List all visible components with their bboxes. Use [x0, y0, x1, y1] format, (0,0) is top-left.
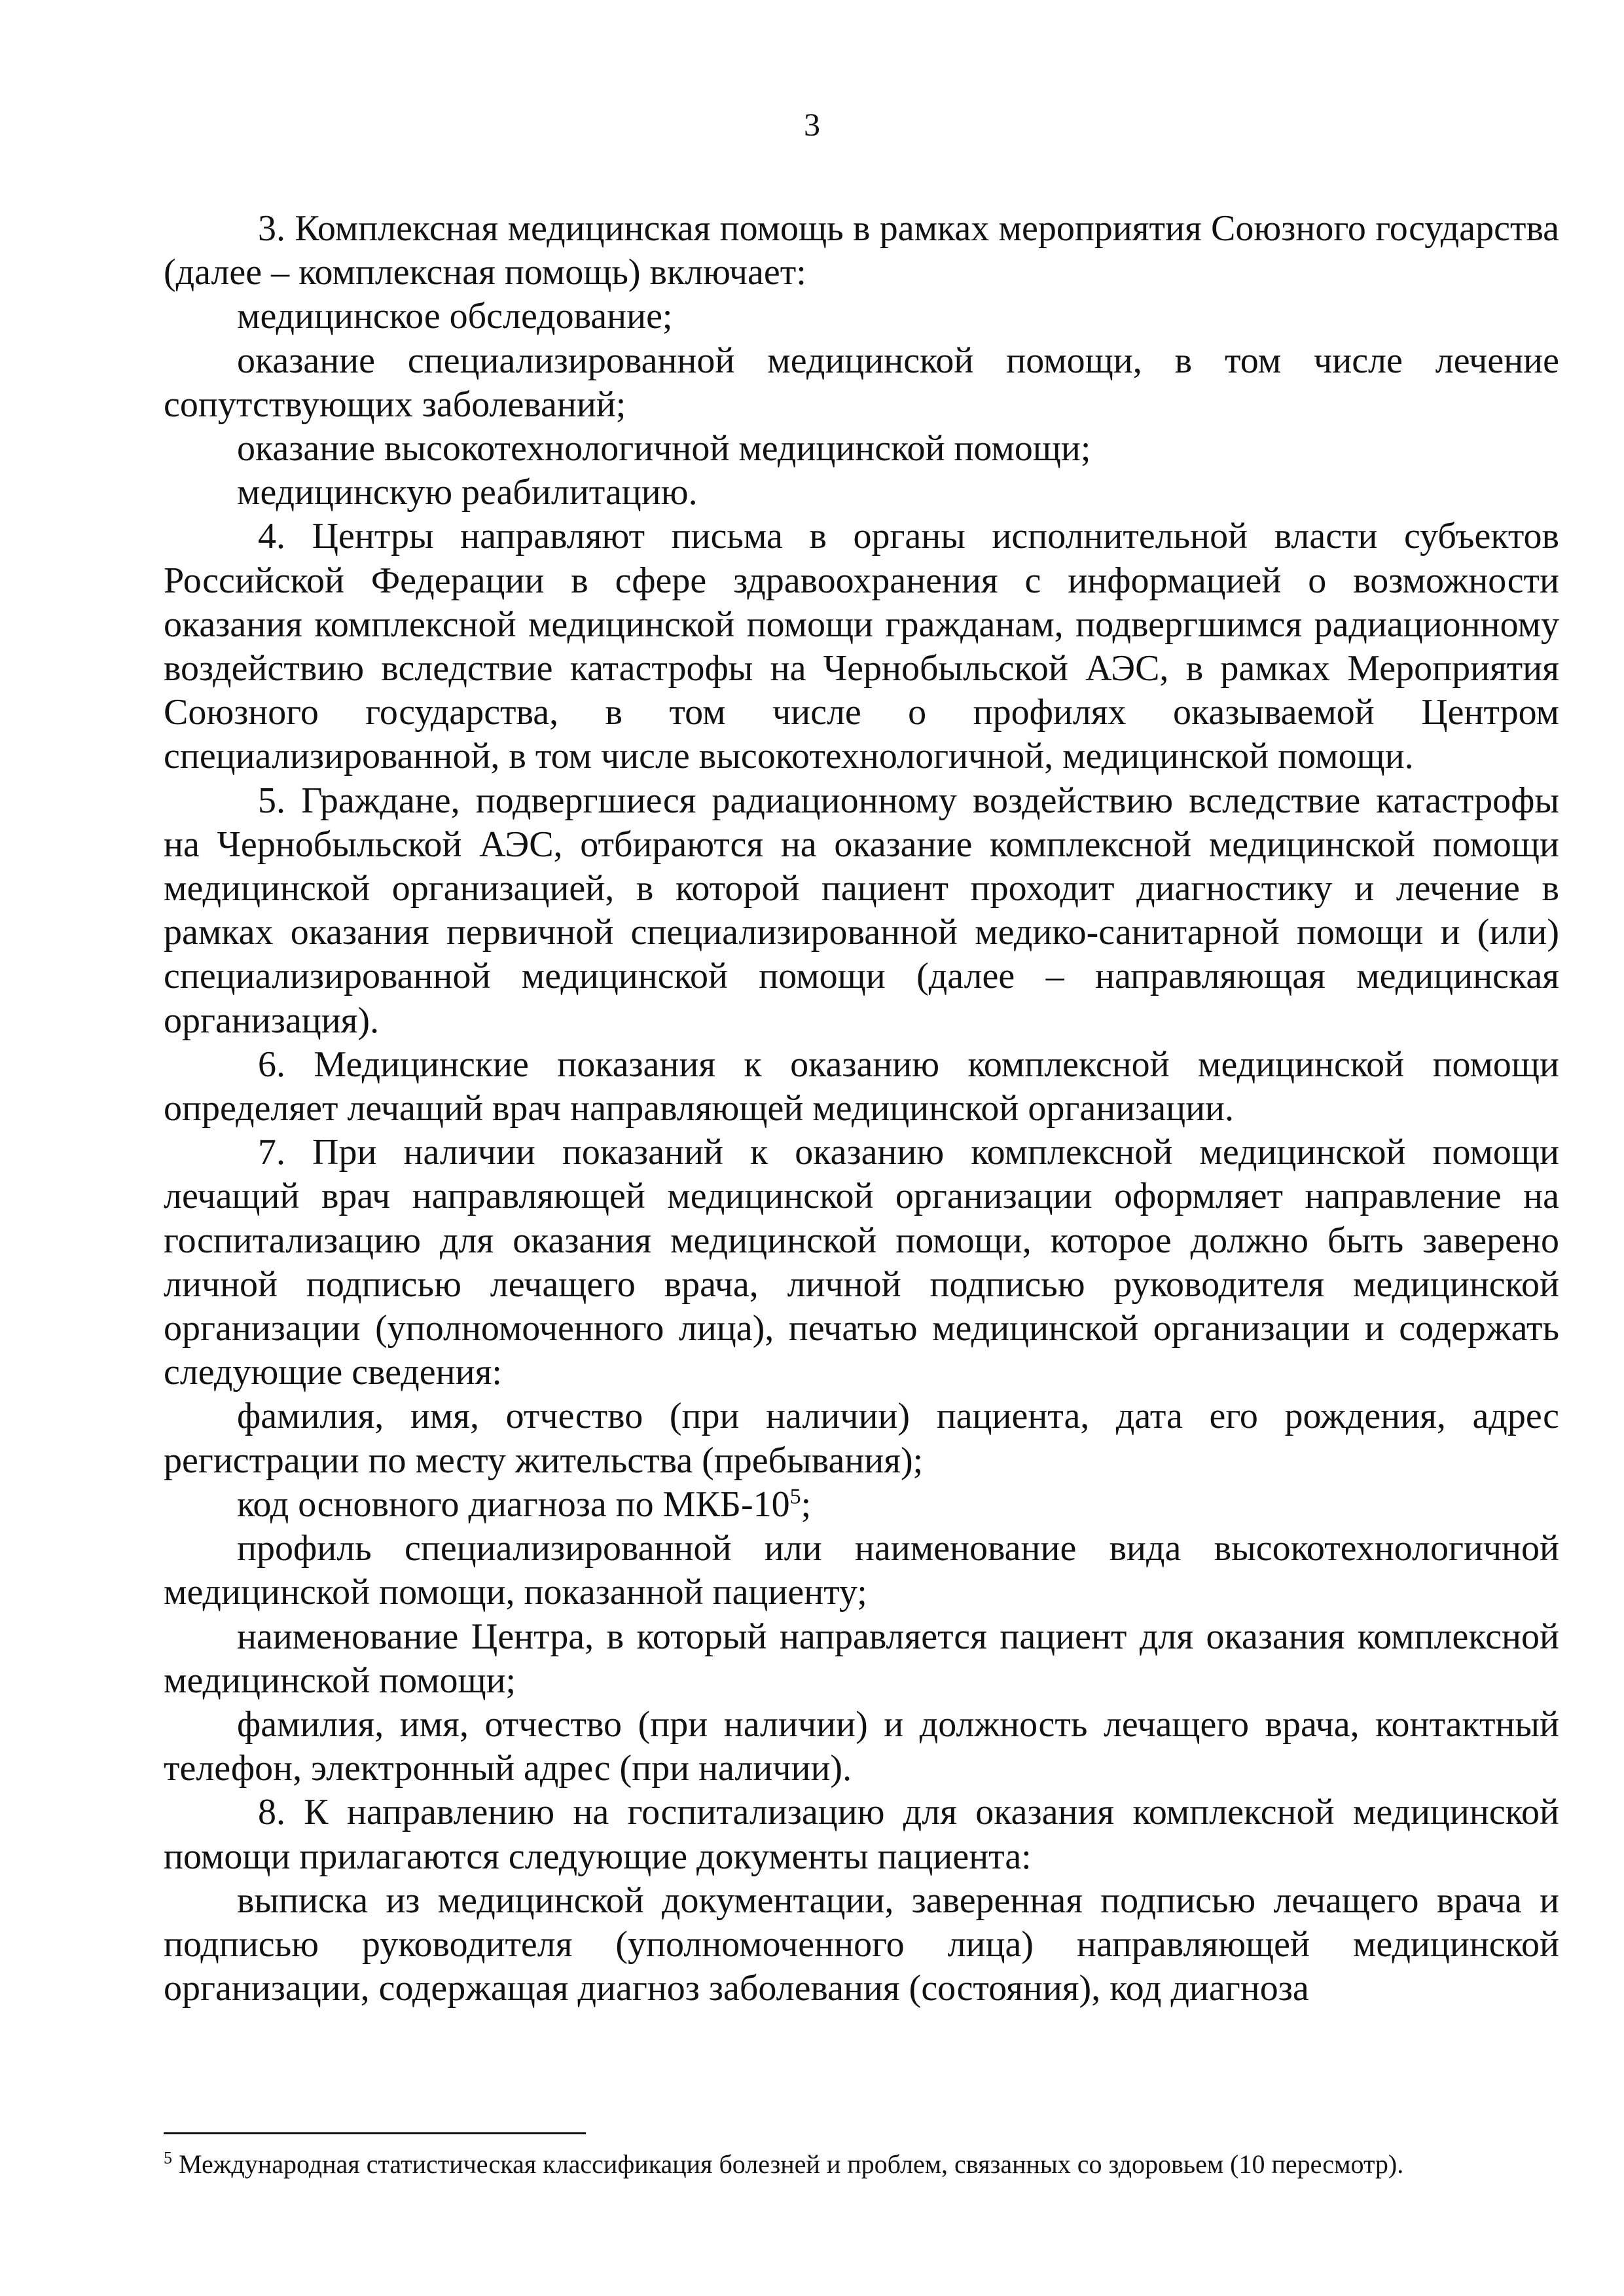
list-item-icd	[164, 1483, 1559, 1527]
paragraph-8: 8. К направлению на госпитализацию для оказания комплексной медицинской помощи прилагаются следующие документы пациента:	[164, 1792, 1559, 1877]
list-item: медицинское обследование;	[237, 296, 673, 337]
list-item: фамилия, имя, отчество (при наличии) пациента, дата его рождения, адрес регистрации по месту жительства (пребывания);	[164, 1396, 1559, 1481]
paragraph-6: 6. Медицинские показания к оказанию комплексной медицинской помощи определяет лечащий врач направляющей медицинской организации.	[164, 1044, 1559, 1129]
footnote-separator	[164, 2132, 586, 2134]
list-item: фамилия, имя, отчество (при наличии) и должность лечащего врача, контактный телефон, электронный адрес (при наличии).	[164, 1704, 1559, 1789]
paragraph-3: 3. Комплексная медицинская помощь в рамках мероприятия Союзного государства (далее – комплексная помощь) включает:	[164, 208, 1559, 293]
page-number: 3	[804, 106, 820, 143]
paragraph-7: 7. При наличии показаний к оказанию комплексной медицинской помощи лечащий врач направляющей медицинской организации оформляет направление на госпитализацию для оказания медицинской помощи, которое должно быть заверено личной подписью лечащего врача, личной подписью руководителя медицинской организации (уполномоченного лица), печатью медицинской организации и содержать следующие сведения:	[164, 1132, 1559, 1393]
list-item: оказание специализированной медицинской помощи, в том числе лечение сопутствующих заболеваний;	[164, 340, 1559, 425]
list-item: выписка из медицинской документации, заверенная подписью лечащего врача и подписью руководителя (уполномоченного лица) направляющей медицинской организации, содержащая диагноз заболевания (состояния), код диагноза	[164, 1880, 1559, 2009]
icd-text-end: ;	[801, 1484, 812, 1525]
list-item: профиль специализированной или наименование вида высокотехнологичной медицинской помощи, показанной пациенту;	[164, 1528, 1559, 1613]
list-item: медицинскую реабилитацию.	[237, 472, 698, 513]
footnote-ref: 5	[789, 1484, 801, 1509]
paragraph-5: 5. Граждане, подвергшиеся радиационному воздействию вследствие катастрофы на Чернобыльской АЭС, отбираются на оказание комплексной медицинской помощи медицинской организацией, в которой пациент проходит диагностику и лечение в рамках оказания первичной специализированной медико-санитарной помощи и (или) специализированной медицинской помощи (далее – направляющая медицинская организация).	[164, 780, 1559, 1041]
footnote	[164, 2148, 1559, 2181]
list-item: наименование Центра, в который направляется пациент для оказания комплексной медицинской помощи;	[164, 1616, 1559, 1701]
document-body	[164, 207, 1559, 2011]
footnote-text: Международная статистическая классификация болезней и проблем, связанных со здоровьем (10 пересмотр).	[179, 2149, 1404, 2179]
footnote-marker: 5	[164, 2148, 172, 2168]
list-item: оказание высокотехнологичной медицинской помощи;	[237, 428, 1091, 469]
icd-text: код основного диагноза по МКБ-10	[237, 1484, 790, 1525]
paragraph-4: 4. Центры направляют письма в органы исполнительной власти субъектов Российской Федерации в сфере здравоохранения с информацией о возможности оказания комплексной медицинской помощи гражданам, подвергшимся радиационному воздействию вследствие катастрофы на Чернобыльской АЭС, в рамках Мероприятия Союзного государства, в том числе о профилях оказываемой Центром специализированной, в том числе высокотехнологичной, медицинской помощи.	[164, 516, 1559, 777]
